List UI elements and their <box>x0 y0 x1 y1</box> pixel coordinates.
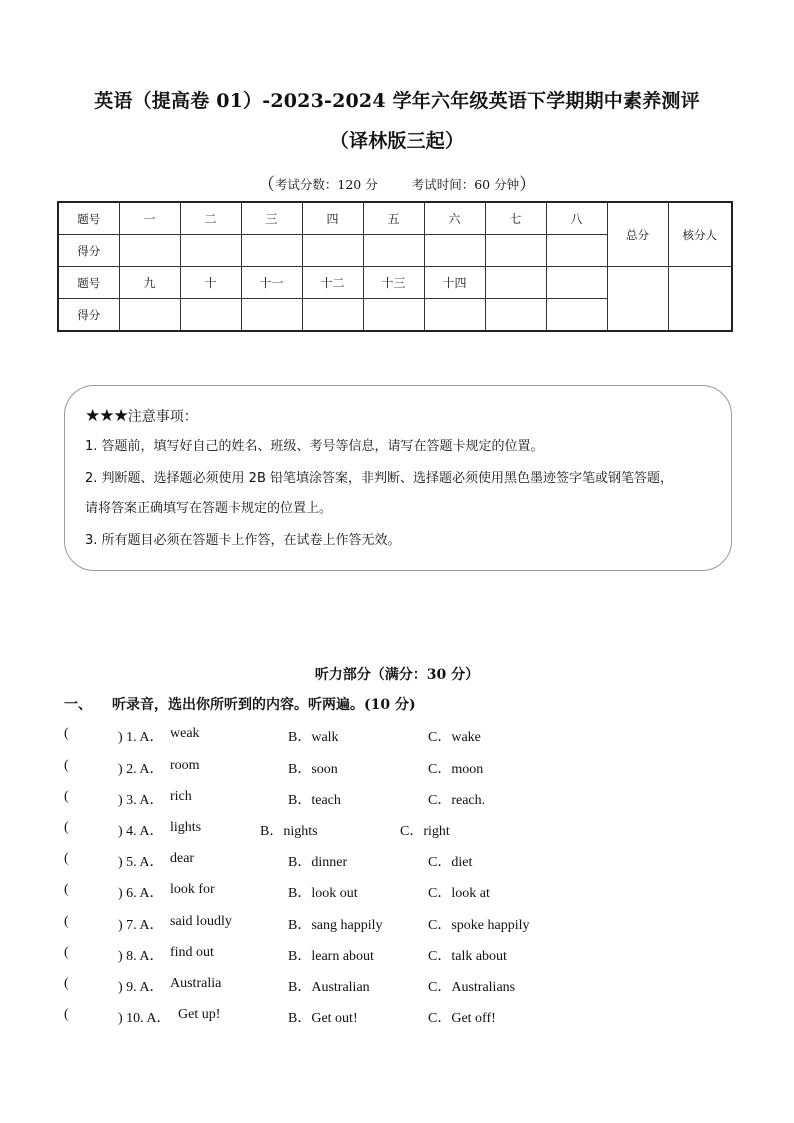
notice-heading: ★★★注意事项： <box>85 406 198 426</box>
option-b: B．nights <box>260 824 318 839</box>
row-label: 题号 <box>58 267 119 299</box>
question-number: ) 2. A． <box>118 762 164 777</box>
option-b: B．soon <box>288 762 338 777</box>
row-label: 题号 <box>58 202 119 235</box>
answer-blank-open[interactable]: ( <box>64 758 69 773</box>
question-heading: 一、 听录音，选出你所听到的内容。听两遍。(10 分) <box>64 697 416 713</box>
question-number: 二 <box>180 202 241 235</box>
option-b: B．dinner <box>288 855 348 870</box>
score-cell[interactable] <box>485 235 546 267</box>
option-c: C．spoke happily <box>428 918 530 933</box>
score-cell[interactable] <box>119 299 180 332</box>
option-a: lights <box>170 820 202 835</box>
checker-cell[interactable] <box>668 267 732 332</box>
answer-blank-open[interactable]: ( <box>64 789 69 804</box>
question-number: ) 7. A． <box>118 918 164 933</box>
option-a: weak <box>170 726 200 741</box>
score-cell[interactable] <box>302 235 363 267</box>
score-cell[interactable] <box>424 299 485 332</box>
answer-blank-open[interactable]: ( <box>64 945 69 960</box>
section-title: 听力部分（满分：30 分） <box>314 667 480 683</box>
score-label: 得分 <box>58 299 119 332</box>
question-row <box>64 914 724 934</box>
score-cell[interactable] <box>119 235 180 267</box>
score-cell[interactable] <box>241 235 302 267</box>
score-cell[interactable] <box>424 235 485 267</box>
option-b: B．look out <box>288 886 358 901</box>
question-number: 十 <box>180 267 241 299</box>
total-label: 总分 <box>607 202 668 267</box>
question-number: 十一 <box>241 267 302 299</box>
question-number: ) 10. A． <box>118 1011 171 1026</box>
score-cell[interactable] <box>363 235 424 267</box>
question-number: 九 <box>119 267 180 299</box>
answer-blank-open[interactable]: ( <box>64 914 69 929</box>
option-a: find out <box>170 945 214 960</box>
notice-item: 3. 所有题目必须在答题卡上作答，在试卷上作答无效。 <box>85 533 401 548</box>
exam-title: 英语（提高卷 01）-2023-2024 学年六年级英语下学期期中素养测评 <box>94 90 700 112</box>
question-number: 六 <box>424 202 485 235</box>
question-number: ) 4. A． <box>118 824 164 839</box>
question-row <box>64 726 724 746</box>
question-number: 四 <box>302 202 363 235</box>
score-label: 得分 <box>58 235 119 267</box>
option-c: C．Get off! <box>428 1011 496 1026</box>
answer-blank-open[interactable]: ( <box>64 882 69 897</box>
score-table <box>57 201 733 332</box>
total-score-cell[interactable] <box>607 267 668 332</box>
option-b: B．Get out! <box>288 1011 358 1026</box>
exam-meta: （考试分数：120 分 考试时间：60 分钟） <box>257 175 537 195</box>
exam-time: 考试时间：60 分钟 <box>411 177 520 192</box>
option-c: C．right <box>400 824 450 839</box>
question-number: ) 5. A． <box>118 855 164 870</box>
question-number: 一 <box>119 202 180 235</box>
option-c: C．diet <box>428 855 473 870</box>
question-number: 三 <box>241 202 302 235</box>
option-c: C．reach. <box>428 793 486 808</box>
score-cell[interactable] <box>546 235 607 267</box>
option-b: B．teach <box>288 793 341 808</box>
score-cell[interactable] <box>363 299 424 332</box>
option-c: C．moon <box>428 762 484 777</box>
exam-subtitle: （译林版三起） <box>329 130 465 152</box>
option-a: rich <box>170 789 192 804</box>
checker-label: 核分人 <box>668 202 732 267</box>
score-cell[interactable] <box>241 299 302 332</box>
option-c: C．Australians <box>428 980 516 995</box>
option-a: dear <box>170 851 195 866</box>
question-number: 十三 <box>363 267 424 299</box>
question-number: 八 <box>546 202 607 235</box>
star-icon: ★★★ <box>85 406 128 426</box>
answer-blank-open[interactable]: ( <box>64 851 69 866</box>
score-cell[interactable] <box>180 235 241 267</box>
option-c: C．wake <box>428 730 481 745</box>
question-number: 七 <box>485 202 546 235</box>
score-cell[interactable] <box>546 299 607 332</box>
question-row <box>64 758 724 778</box>
question-row <box>64 789 724 809</box>
score-cell[interactable] <box>302 299 363 332</box>
option-a: Australia <box>170 976 222 991</box>
notice-item: 2. 判断题、选择题必须使用 2B 铅笔填涂答案，非判断、选择题必须使用黑色墨迹签字笔或钢笔答题， <box>85 471 673 486</box>
question-number <box>485 267 546 299</box>
notice-item: 1. 答题前，填写好自己的姓名、班级、考号等信息，请写在答题卡规定的位置。 <box>85 439 544 454</box>
score-cell[interactable] <box>485 299 546 332</box>
question-number: ) 9. A． <box>118 980 164 995</box>
question-number: ) 8. A． <box>118 949 164 964</box>
answer-blank-open[interactable]: ( <box>64 1007 69 1022</box>
option-a: said loudly <box>170 914 232 929</box>
question-number: ) 1. A． <box>118 730 164 745</box>
answer-blank-open[interactable]: ( <box>64 726 69 741</box>
option-c: C．talk about <box>428 949 507 964</box>
option-c: C．look at <box>428 886 490 901</box>
notice-box <box>64 385 732 571</box>
option-b: B．learn about <box>288 949 374 964</box>
option-b: B．Australian <box>288 980 370 995</box>
question-number: 五 <box>363 202 424 235</box>
question-number <box>546 267 607 299</box>
option-a: room <box>170 758 200 773</box>
question-number: ) 6. A． <box>118 886 164 901</box>
option-b: B．walk <box>288 730 339 745</box>
notice-item-continued: 请将答案正确填写在答题卡规定的位置上。 <box>85 501 333 516</box>
question-row <box>64 882 724 902</box>
exam-score: 考试分数：120 分 <box>274 177 378 192</box>
score-cell[interactable] <box>180 299 241 332</box>
question-row <box>64 945 724 965</box>
answer-blank-open[interactable]: ( <box>64 976 69 991</box>
answer-blank-open[interactable]: ( <box>64 820 69 835</box>
question-row <box>64 1007 724 1027</box>
option-b: B．sang happily <box>288 918 383 933</box>
question-number: 十二 <box>302 267 363 299</box>
question-row <box>64 820 724 840</box>
question-number: 十四 <box>424 267 485 299</box>
option-a: Get up! <box>178 1007 221 1022</box>
option-a: look for <box>170 882 215 897</box>
question-row <box>64 851 724 871</box>
question-number: ) 3. A． <box>118 793 164 808</box>
question-row <box>64 976 724 996</box>
